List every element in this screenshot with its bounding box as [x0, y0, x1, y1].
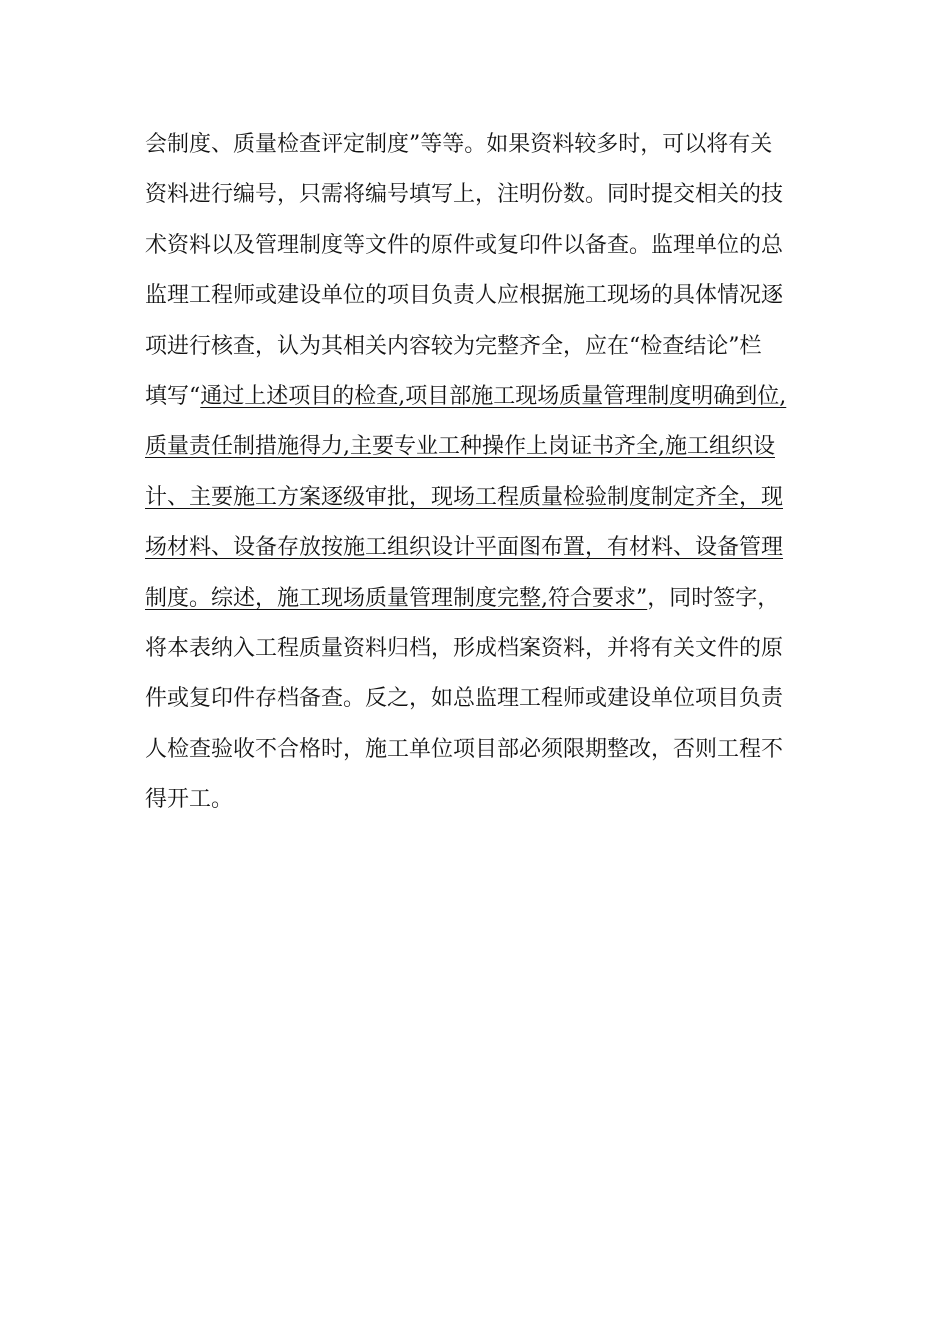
text-line-5: 项进行核查，认为其相关内容较为完整齐全，应在“检查结论”栏	[145, 333, 762, 359]
text-line-4: 监理工程师或建设单位的项目负责人应根据施工现场的具体情况逐	[145, 283, 784, 309]
text-line-12: 件或复印件存档备查。反之，如总监理工程师或建设单位项目负责	[145, 686, 784, 712]
underlined-conclusion-text: 质量责任制措施得力,主要专业工种操作上岗证书齐全,施工组织设	[145, 434, 775, 460]
text-line-11: 将本表纳入工程质量资料归档，形成档案资料，并将有关文件的原	[145, 635, 784, 661]
underlined-conclusion-text: 场材料、设备存放按施工组织设计平面图布置，有材料、设备管理	[145, 535, 784, 561]
text-line-10: 制度。综述，施工现场质量管理制度完整,符合要求”，同时签字，	[145, 585, 780, 611]
text-line-2: 资料进行编号，只需将编号填写上，注明份数。同时提交相关的技	[145, 182, 784, 208]
text-line-3: 术资料以及管理制度等文件的原件或复印件以备查。监理单位的总	[145, 232, 784, 258]
underlined-conclusion-text: 计、主要施工方案逐级审批，现场工程质量检验制度制定齐全，现	[145, 484, 784, 510]
text-line-8	[145, 484, 805, 534]
text-line-7	[145, 433, 805, 483]
underlined-conclusion-text: 通过上述项目的检查,项目部施工现场质量管理制度明确到位,	[200, 383, 787, 409]
text-line-6: 填写“通过上述项目的检查,项目部施工现场质量管理制度明确到位,	[145, 383, 787, 409]
text-line-14: 得开工。	[145, 787, 234, 813]
text-line-13: 人检查验收不合格时，施工单位项目部必须限期整改，否则工程不	[145, 736, 784, 762]
text-line-9	[145, 534, 805, 584]
underlined-conclusion-text: 制度。综述，施工现场质量管理制度完整,符合要求”	[145, 585, 648, 611]
body-paragraph	[145, 131, 805, 836]
text-line-1: 会制度、质量检查评定制度”等等。如果资料较多时，可以将有关	[145, 132, 773, 157]
